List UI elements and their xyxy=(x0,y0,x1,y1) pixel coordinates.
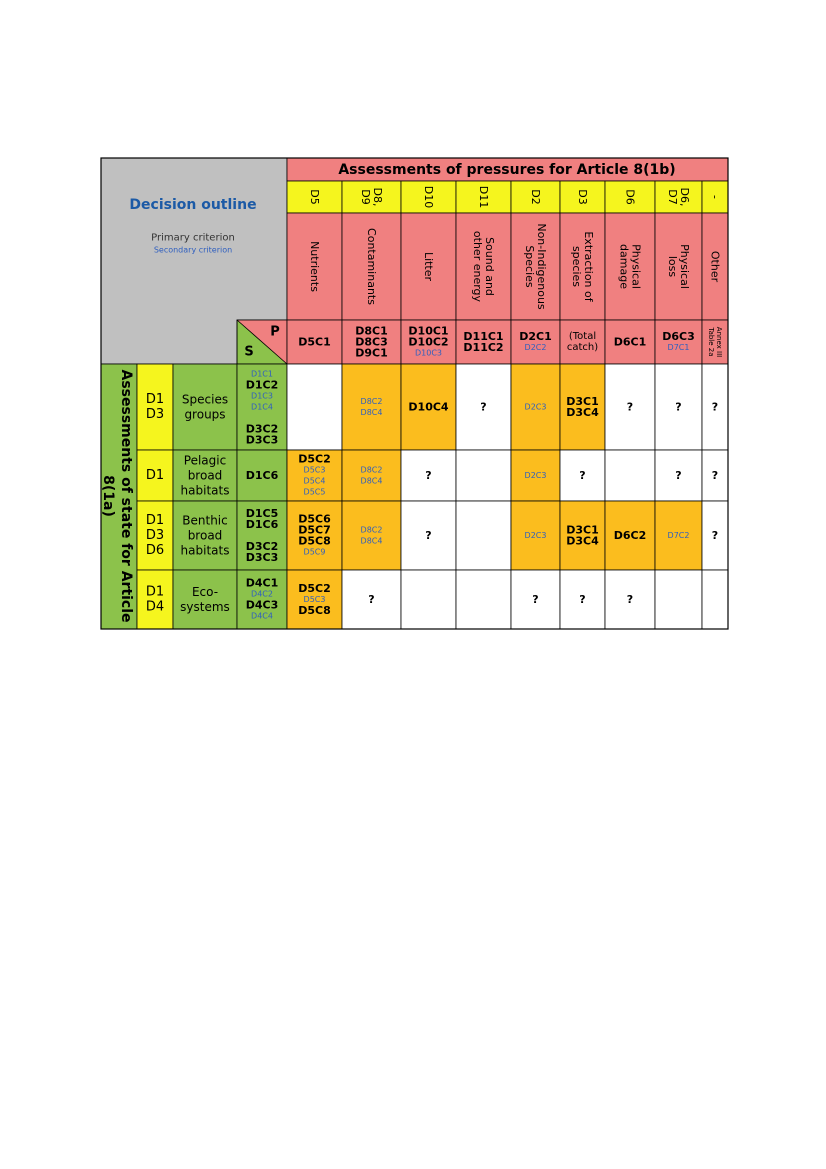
row-criteria: D4C3 xyxy=(245,598,279,612)
column-code: D9 xyxy=(359,189,372,205)
row-name: systems xyxy=(180,600,230,614)
cell-criterion: D5C5 xyxy=(303,487,326,497)
matrix-cell xyxy=(401,570,456,629)
cell-criterion: ? xyxy=(425,469,432,482)
column-criteria: D9C1 xyxy=(355,346,388,360)
cell-criterion: D5C2 xyxy=(298,452,331,466)
row-code: D4 xyxy=(145,599,165,615)
column-code: D8, xyxy=(371,187,384,207)
column-name: Other xyxy=(708,250,722,283)
column-code: - xyxy=(708,195,722,199)
column-name: damage xyxy=(617,244,631,289)
row-criteria: D3C3 xyxy=(245,551,279,564)
matrix-cell xyxy=(456,501,511,570)
column-name: loss xyxy=(666,255,679,278)
matrix-cell xyxy=(456,450,511,501)
column-criteria: D8C1 xyxy=(355,324,388,338)
cell-criterion: ? xyxy=(425,529,432,542)
column-criteria: D5C1 xyxy=(298,335,331,349)
cell-criterion: D5C8 xyxy=(298,604,331,617)
row-criteria: D1C5 xyxy=(245,507,279,520)
column-criteria: D10C3 xyxy=(414,348,443,358)
cell-criterion: ? xyxy=(579,469,586,482)
column-code: D6, xyxy=(678,187,691,207)
column-code: D2 xyxy=(529,189,542,205)
column-name: Litter xyxy=(422,251,435,282)
column-code: D11 xyxy=(477,185,490,209)
cell-criterion: D5C4 xyxy=(303,476,326,486)
row-criteria: D4C2 xyxy=(251,589,273,599)
matrix-cell xyxy=(342,450,401,501)
row-criteria: D1C3 xyxy=(251,391,273,401)
row-criteria: D1C2 xyxy=(245,378,279,392)
cell-criterion: D2C3 xyxy=(524,402,547,412)
row-criteria: D1C6 xyxy=(245,518,279,531)
row-criteria: D3C2 xyxy=(245,422,279,436)
column-name: Contaminants xyxy=(365,228,378,305)
cell-criterion: ? xyxy=(480,400,487,414)
row-criteria: D4C1 xyxy=(245,576,279,590)
column-name: species xyxy=(570,245,583,288)
column-criteria: (Total xyxy=(568,331,597,342)
cell-criterion: D8C4 xyxy=(360,536,383,546)
cell-criterion: D3C4 xyxy=(566,406,599,419)
row-code: D1 xyxy=(145,392,165,407)
state-title-line2: 8(1a) xyxy=(100,475,116,517)
column-criteria: D2C1 xyxy=(519,330,552,343)
row-name: Benthic xyxy=(182,513,228,528)
column-name: Sound and xyxy=(483,237,496,296)
column-code: D10 xyxy=(422,185,435,209)
cell-criterion: D8C4 xyxy=(360,408,383,417)
row-code: D1 xyxy=(145,584,165,600)
decision-outline-title: Decision outline xyxy=(129,197,257,213)
row-criteria: D1C4 xyxy=(251,402,273,412)
row-name: habitats xyxy=(180,543,230,558)
state-title-line1: Assessments of state for Article xyxy=(118,369,134,623)
cell-criterion: ? xyxy=(626,400,634,414)
matrix-cell xyxy=(605,450,655,501)
row-criteria: D3C3 xyxy=(245,433,279,447)
primary-criterion-legend: Primary criterion xyxy=(151,232,235,244)
cell-criterion: D5C6 xyxy=(298,512,331,526)
matrix-cell xyxy=(287,364,342,450)
cell-criterion: D3C4 xyxy=(566,534,599,548)
corner-label-p: P xyxy=(270,324,280,340)
column-code: D3 xyxy=(576,189,589,205)
cell-criterion: D3C1 xyxy=(566,523,599,537)
cell-criterion: D5C7 xyxy=(298,523,331,537)
cell-criterion: D8C2 xyxy=(360,525,383,535)
row-name: groups xyxy=(184,407,226,422)
row-name: Pelagic xyxy=(183,453,227,468)
cell-criterion: D5C9 xyxy=(303,547,326,557)
cell-criterion: D5C3 xyxy=(303,465,326,475)
cell-criterion: ? xyxy=(675,400,682,414)
column-name: Extraction of xyxy=(582,231,595,302)
column-criteria: Annex III xyxy=(715,326,723,358)
row-code: D1 xyxy=(145,513,165,528)
matrix-cell xyxy=(342,501,401,570)
column-criteria: D11C2 xyxy=(463,341,504,354)
cell-criterion: ? xyxy=(626,593,634,606)
cell-criterion: D8C2 xyxy=(360,465,383,475)
column-code: D7 xyxy=(666,189,679,205)
column-criteria: D6C3 xyxy=(662,330,695,343)
column-name: Nutrients xyxy=(308,241,321,292)
column-criteria: D10C2 xyxy=(408,335,449,349)
column-criteria: D10C1 xyxy=(408,324,449,338)
row-code: D6 xyxy=(145,543,165,558)
cell-criterion: ? xyxy=(711,400,719,414)
column-name: other energy xyxy=(471,230,484,303)
cell-criterion: ? xyxy=(675,469,682,482)
row-code: D3 xyxy=(145,528,165,543)
column-name: Non-Indigenous xyxy=(535,223,548,310)
cell-criterion: ? xyxy=(579,593,586,606)
secondary-criterion-legend: Secondary criterion xyxy=(153,245,233,255)
row-name: Species xyxy=(181,392,229,407)
cell-criterion: D8C2 xyxy=(360,397,383,406)
column-code: D5 xyxy=(308,189,321,205)
row-name: broad xyxy=(187,528,223,543)
column-criteria: D7C1 xyxy=(667,343,690,352)
row-criteria: D1C6 xyxy=(245,469,279,482)
row-name: Eco- xyxy=(191,585,219,599)
column-name: Physical xyxy=(629,244,643,289)
cell-criterion: D5C8 xyxy=(298,534,331,548)
cell-criterion: ? xyxy=(711,529,719,542)
row-name: broad xyxy=(187,468,223,483)
cell-criterion: D2C3 xyxy=(524,471,547,480)
cell-criterion: ? xyxy=(368,593,375,606)
row-criteria: D3C2 xyxy=(245,540,279,553)
cell-criterion: D6C2 xyxy=(613,529,647,542)
column-code: D6 xyxy=(623,189,637,205)
column-name: Species xyxy=(523,245,536,288)
cell-criterion: D3C1 xyxy=(566,395,599,408)
column-name: Physical xyxy=(678,244,691,289)
matrix-cell xyxy=(456,570,511,629)
row-code: D3 xyxy=(145,407,165,422)
cell-criterion: D7C2 xyxy=(667,531,690,540)
cell-criterion: D5C3 xyxy=(303,595,326,604)
column-criteria: D8C3 xyxy=(355,335,388,349)
cell-criterion: D8C4 xyxy=(360,476,383,486)
column-criteria: catch) xyxy=(566,342,599,353)
row-criteria: D1C1 xyxy=(251,369,273,379)
matrix-cell xyxy=(702,570,728,629)
cell-criterion: ? xyxy=(711,469,719,482)
cell-criterion: D5C2 xyxy=(298,582,331,595)
column-criteria: D11C1 xyxy=(463,330,504,343)
cell-criterion: D10C4 xyxy=(408,400,449,414)
corner-label-s: S xyxy=(244,344,254,360)
row-name: habitats xyxy=(180,483,230,498)
pressure-title: Assessments of pressures for Article 8(1b) xyxy=(338,162,676,178)
matrix-cell xyxy=(342,364,401,450)
column-criteria: Table 2a xyxy=(707,327,715,357)
cell-criterion: ? xyxy=(532,593,539,606)
row-code: D1 xyxy=(145,468,165,483)
column-criteria: D2C2 xyxy=(524,343,547,352)
column-criteria: D6C1 xyxy=(613,335,647,349)
row-criteria: D4C4 xyxy=(251,611,273,621)
cell-criterion: D2C3 xyxy=(524,531,547,540)
matrix-cell xyxy=(655,570,702,629)
